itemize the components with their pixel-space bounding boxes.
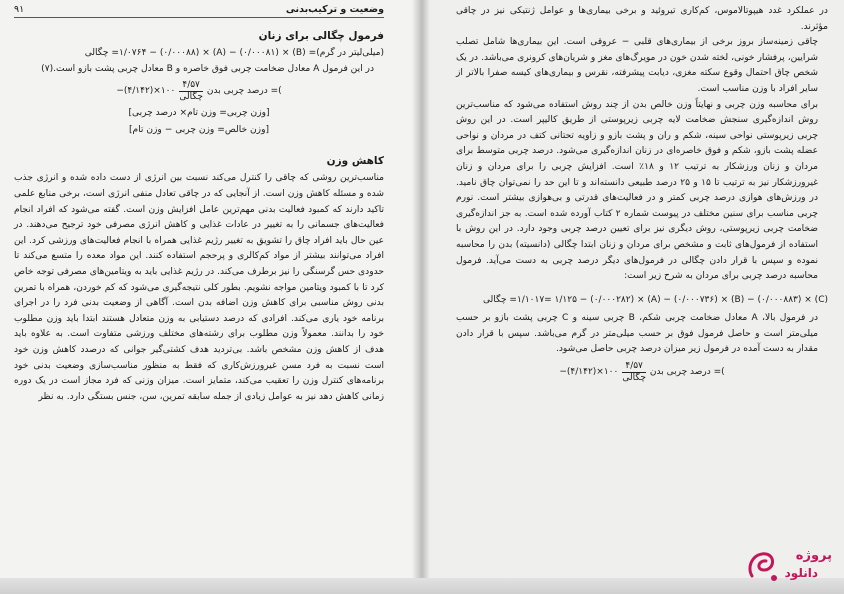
- fraction-denominator-men: چگالی: [622, 373, 646, 384]
- watermark-logo: [744, 546, 836, 590]
- density-formula-men: (C) × (۰/۰۰۰۸۸۳) − (B) × (۰/۰۰۰۷۳۶) − (A) × (۰/۰۰۰۲۸۲) − ۱/۱۰۱۷= ۱/۱۲۵= چگالی: [483, 294, 828, 305]
- watermark-swirl-icon: [744, 546, 784, 586]
- page-header: [14, 4, 384, 16]
- fat-weight-formula: [وزن چربی= وزن تام× درصد چربی]: [128, 108, 270, 119]
- heading-weight-loss: کاهش وزن: [326, 155, 384, 168]
- formula-men-explanation: در فرمول بالا، A معادل ضخامت چربی شکم، B چربی سینه و C چربی پشت بازو بر حسب میلی‌متر است و حاصل فرمول فوق بر حسب میلی‌متر در گرم می‌باشد. سپس با قرار دادن مقدار به دست آمده در فرمول زیر میزان درصد چربی حاصل می‌شود.: [456, 313, 819, 355]
- paragraph-causes: در عملکرد غدد هیپوتالاموس، کم‌کاری تیروئید و برخی بیماری‌ها و عوامل ژنتیکی نیز در چاقی مؤثرند.: [456, 6, 828, 32]
- book-gutter: [412, 0, 430, 580]
- heading-women-density-formula: فرمول چگالی برای زنان: [258, 30, 384, 42]
- weight-loss-paragraph: مناسب‌ترین روشی که چاقی را کنترل می‌کند نسبت بین انرژی از دست داده شده و انرژی جذب شده و مسئله کاهش وزن است. از آنجایی که در چاقی تعادل منفی انرژی است، برخی منابع علمی تاکید دارند که کمبود فعالیت بدنی مهم‌ترین عامل افزایش وزن است. گفته می‌شود که افراد انجام فعالیت‌های جسمانی را به تغییر در عادات غذایی و کاهش انرژی مصرفی خود ترجیح می‌دهند. در عین حال باید افراد چاق را تشویق به تغییر رژیم غذایی همراه با انجام فعالیت‌های ورزشی کرد. این افراد می‌توانند بیشتر از مواد کم‌کالری و پرحجم استفاده کنند. این مواد معده را متسع می‌کند تا حدودی حس گرسنگی را نیز برطرف می‌کند. در رژیم غذایی باید به ویتامین‌های مصرفی توجه خاص کرد تا با کمبود ویتامین مواجه نشویم. بطور کلی نتیجه‌گیری می‌شود که کم خوردن، همراه با تمرین بدنی روش مناسبی برای کاهش وزن اضافه بدن است. آگاهی از وضعیت بدنی فرد را در اجرای برنامه خود یاری می‌کند. افرادی که درصد دستیابی به وزن متعادل هستند ابتدا باید وزن مطلوب خود را بدانند. معمولاً وزن مطلوب برای رشته‌های مختلف ورزشی متفاوت است. به علاوه باید هدف از کاهش وزن مشخص باشد. بی‌تردید هدف کشتی‌گیر جوانی که درصدد کاهش وزن خود است نسبت به فرد مسن غیرورزش‌کاری که فقط به منظور مناسب‌سازی وضعیت بدنی خود برنامه‌های کنترل وزن را تعقیب می‌کند، متمایز است. میزان وزنی که فرد مجاز است در یک دوره زمانی کاهش دهد نیز به عوامل زیادی از جمله سابقه تمرین، سن، جنس بستگی دارد. به نظر: [14, 173, 384, 402]
- formula-explanation: در این فرمول A معادل ضخامت چربی فوق خاصره و B معادل چربی پشت بازو است.(۷): [41, 63, 374, 74]
- paragraph-diseases: چاقی زمینه‌ساز بروز برخی از بیماری‌های قلبی − عروقی است. این بیماری‌ها شامل تصلب شرایین، پرفشار خونی، لخته شدن خون در مویرگ‌های مغز و شریان‌های کرونری می‌باشد. در یک شخص چاق احتمال وقوع سکته مغزی، دیابت پیشرفته، نقرس و بیماری‌های کیسه صفرا بالاتر از سایر افراد با وزن مناسب است.: [456, 37, 818, 94]
- equation-fraction: [179, 80, 203, 103]
- fraction-denominator: چگالی: [179, 92, 203, 103]
- header-rule: [14, 17, 384, 18]
- equation-right-men: )= درصد چربی بدن: [649, 366, 725, 377]
- watermark-text-top: پروژه: [795, 548, 832, 563]
- watermark-text-bottom: دانلود: [784, 566, 818, 580]
- running-title: وضعیت و ترکیب‌بدنی: [285, 4, 384, 15]
- right-column: [456, 4, 828, 387]
- body-fat-equation: [14, 80, 384, 103]
- equation-fraction-men: [622, 361, 646, 384]
- left-column: [14, 24, 384, 405]
- paragraph-measurement: برای محاسبه وزن چربی و نهایتاً وزن خالص بدن از چند روش استفاده می‌شود که مناسب‌ترین روش اندازه‌گیری سنجش ضخامت لایه چربی زیرپوستی از طریق کالیپر است. در این روش چربی زیرپوستی نواحی سینه، شکم و ران و پشت بازو و زاویه تحتانی کتف در مردان و نواحی عضله پشت بازو، شکم و فوق خاصره‌ای در زنان اندازه‌گیری می‌شود. درصد چربی متوسط برای مردان و زنان ورزشکار به ترتیب ۱۲ و ۱۸٪ است. افزایش چربی را برای مردان و زنان غیرورزشکار نیز به ترتیب تا ۱۵ و ۲۵ درصد طبیعی دانسته‌اند و تا این حد را نمی‌توان چاق نامید. در ورزش‌های هوازی درصد چربی کمتر و در فعالیت‌های قدرتی و بی‌هوازی بیشتر است. نورم چربی مناسب برای سنین مختلف در پیوست شماره ۲ کتاب آورده شده است. به جز اندازه‌گیری ضخامت چربی زیرپوستی، روش دیگری نیز برای تعیین درصد چربی وجود دارد. در این روش با استفاده از فرمول‌های ثابت و مشخص برای مردان و زنان ابتدا چگالی (دانسیته) بدن را محاسبه نموده و سپس با قرار دادن چگالی در فرمول‌های دیگر درصد چربی به دست می‌آید. فرمول محاسبه درصد چربی برای مردان به شرح زیر است:: [456, 99, 818, 282]
- density-formula-women: (میلی‌لیتر در گرم)= (B) × (۰/۰۰۰۸۱) − (A) × (۰/۰۰۰۸۸) − ۱/۰۷۶۴= چگالی: [84, 48, 384, 58]
- page-number: ۹۱: [14, 4, 25, 15]
- lean-weight-formula: [وزن خالص= وزن چربی − وزن تام]: [128, 124, 270, 135]
- equation-left-men: ۱۰۰×(۴/۱۴۲)−: [559, 366, 619, 377]
- scan-bottom-edge: [0, 578, 844, 594]
- equation-left: ۱۰۰×(۴/۱۴۲)−: [116, 85, 176, 96]
- equation-right: )= درصد چربی بدن: [206, 85, 282, 96]
- fraction-numerator: ۴/۵۷: [179, 80, 203, 92]
- fraction-numerator-men: ۴/۵۷: [622, 361, 646, 373]
- body-fat-equation-men: [456, 361, 828, 384]
